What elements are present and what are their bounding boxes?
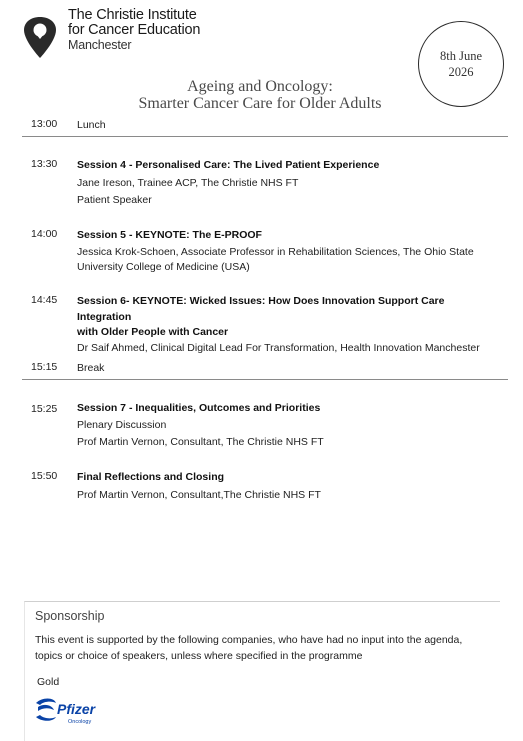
agenda-time: 13:00	[31, 118, 58, 130]
agenda-line: Prof Martin Vernon, Consultant,The Christie NHS FT	[77, 488, 321, 501]
sponsor-sub: Oncology	[68, 719, 92, 725]
agenda-time: 15:15	[31, 361, 58, 373]
organisation-name	[68, 8, 200, 53]
agenda-line: Plenary Discussion	[77, 418, 167, 431]
disclaimer-line: topics or choice of speakers, unless where specified in the programme	[35, 649, 363, 662]
session-title: Session 7 - Inequalities, Outcomes and Priorities	[77, 402, 321, 414]
agenda-time: 14:45	[31, 294, 58, 306]
agenda-event	[77, 228, 497, 276]
date-year: 2026	[448, 65, 474, 79]
agenda-line: Prof Martin Vernon, Consultant, The Christie NHS FT	[77, 436, 324, 448]
session-title-line: with Older People with Cancer	[77, 326, 229, 338]
pfizer-logo	[34, 695, 114, 727]
agenda-time: 15:50	[31, 470, 58, 482]
agenda-event	[77, 361, 497, 377]
org-line-3: Manchester	[68, 38, 132, 52]
agenda-event	[77, 401, 497, 451]
org-line-2: for Cancer Education	[68, 22, 201, 38]
agenda-line: University College of Medicine (USA)	[77, 261, 250, 273]
agenda-time: 13:30	[31, 158, 58, 170]
sponsorship-disclaimer	[35, 633, 495, 664]
agenda-event	[77, 158, 497, 209]
event-title	[60, 78, 460, 112]
sponsor-tier: Gold	[37, 676, 60, 688]
title-line-1: Ageing and Oncology:	[187, 78, 333, 95]
sponsor-name: Pfizer	[57, 701, 96, 717]
christie-logo-icon	[22, 15, 58, 59]
divider	[22, 379, 508, 380]
disclaimer-line: This event is supported by the following companies, who have had no input into the agenda,	[35, 634, 463, 646]
agenda-event	[77, 118, 497, 134]
agenda-time: 14:00	[31, 228, 58, 240]
agenda-time: 15:25	[31, 403, 58, 415]
agenda-line: Dr Saif Ahmed, Clinical Digital Lead For Transformation, Health Innovation Manchester	[77, 341, 480, 354]
divider	[22, 136, 508, 137]
date-day: 8th June	[439, 49, 482, 63]
org-line-1: The Christie Institute	[68, 7, 197, 23]
agenda-line: Patient Speaker	[77, 194, 152, 206]
session-title-line: Session 6- KEYNOTE: Wicked Issues: How Does Innovation Support Care Integration	[77, 295, 445, 323]
agenda-line: Lunch	[77, 119, 106, 131]
agenda-line: Jessica Krok-Schoen, Associate Professor in Rehabilitation Sciences, The Ohio State	[77, 245, 474, 258]
session-title: Session 4 - Personalised Care: The Lived Patient Experience	[77, 159, 380, 171]
session-title: Final Reflections and Closing	[77, 471, 225, 483]
title-line-2: Smarter Cancer Care for Older Adults	[138, 95, 382, 112]
agenda-line: Break	[77, 362, 105, 374]
agenda-line: Jane Ireson, Trainee ACP, The Christie NHS FT	[77, 176, 299, 189]
session-title: Session 5 - KEYNOTE: The E-PROOF	[77, 229, 262, 241]
sponsorship-heading: Sponsorship	[35, 609, 105, 623]
agenda-event	[77, 294, 497, 356]
pfizer-logo-icon	[34, 695, 114, 727]
agenda-event	[77, 470, 497, 503]
